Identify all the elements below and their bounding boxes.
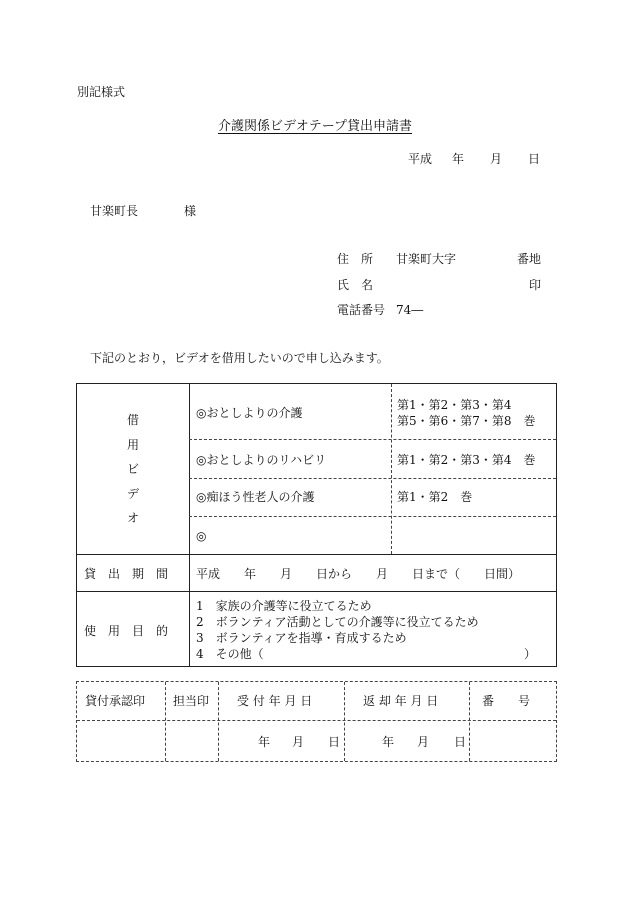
purpose-close-paren: ） [524, 647, 537, 661]
date-line [408, 153, 540, 165]
period-text: 平成 年 月 日から 月 日まで（ 日間） [196, 567, 521, 581]
approval-seal-header: 貸付承認印 [85, 694, 146, 708]
form-label: 別記様式 [77, 85, 126, 99]
return-day: 日 [454, 735, 467, 749]
video-volumes-2: 第1・第2・第3・第4 巻 [397, 453, 536, 467]
receive-date-header: 受 付 年 月 日 [237, 694, 313, 708]
seal-mark: 印 [528, 278, 541, 292]
office-col-divider-2 [218, 682, 219, 761]
date-era: 平成 [408, 152, 433, 166]
return-year: 年 [382, 735, 395, 749]
address-row [337, 252, 541, 266]
video-volumes-3: 第1・第2 巻 [397, 490, 473, 504]
addressee [90, 205, 196, 217]
intro-text: 下記のとおり，ビデオを借用したいので申し込みます。 [90, 351, 389, 365]
video-row-divider-2 [189, 478, 556, 479]
date-month: 月 [490, 152, 503, 166]
office-col-divider-4 [469, 682, 470, 761]
period-purpose-divider [77, 591, 556, 592]
number-header: 番 号 [482, 694, 531, 708]
receive-month: 月 [292, 735, 305, 749]
purpose-label: 使 用 目 的 [84, 624, 169, 638]
purpose-option-2: 2 ボランティア活動としての介護等に役立てるため [196, 615, 479, 629]
addressee-honorific: 様 [184, 204, 197, 218]
return-month: 月 [417, 735, 430, 749]
volume-column-divider [391, 384, 392, 554]
name-label: 氏 名 [337, 278, 374, 292]
office-col-divider-3 [344, 682, 345, 761]
name-row [337, 278, 541, 292]
receive-year: 年 [258, 735, 271, 749]
application-table [76, 383, 557, 667]
addressee-name: 甘楽町長 [90, 204, 139, 218]
office-row-divider [77, 720, 556, 721]
return-date-header: 返 却 年 月 日 [363, 694, 439, 708]
phone-row [337, 303, 541, 317]
label-column-divider [189, 384, 190, 666]
phone-value: 74― [396, 303, 424, 317]
address-value: 甘楽町大字 [396, 252, 457, 266]
purpose-option-3: 3 ボランティアを指導・育成するため [196, 631, 407, 645]
address-tail: 番地 [516, 252, 541, 266]
address-label: 住 所 [337, 252, 374, 266]
staff-seal-header: 担当印 [173, 694, 210, 708]
date-year: 年 [452, 152, 465, 166]
video-title-3: ◎痴ほう性老人の介護 [196, 490, 315, 504]
purpose-option-4: 4 その他（ [196, 647, 264, 661]
receive-day: 日 [328, 735, 341, 749]
office-use-table [76, 681, 557, 762]
office-col-divider-1 [165, 682, 166, 761]
period-label: 貸 出 期 間 [84, 567, 169, 581]
video-row-divider-1 [189, 439, 556, 440]
video-volumes-1b: 第5・第6・第7・第8 巻 [397, 414, 536, 428]
video-volumes-1a: 第1・第2・第3・第4 [397, 398, 512, 412]
date-day: 日 [528, 152, 541, 166]
document-title: 介護関係ビデオテープ貸出申請書 [217, 119, 413, 134]
video-row-divider-3 [189, 516, 556, 517]
borrow-video-label: 借 用 ビ デ オ [126, 413, 139, 525]
phone-label: 電話番号 [337, 303, 386, 317]
video-title-1: ◎おとしよりの介護 [196, 406, 303, 420]
video-period-divider [77, 554, 556, 555]
purpose-option-1: 1 家族の介護等に役立てるため [196, 599, 372, 613]
video-title-2: ◎おとしよりのリハビリ [196, 453, 327, 467]
video-title-4: ◎ [196, 529, 207, 543]
